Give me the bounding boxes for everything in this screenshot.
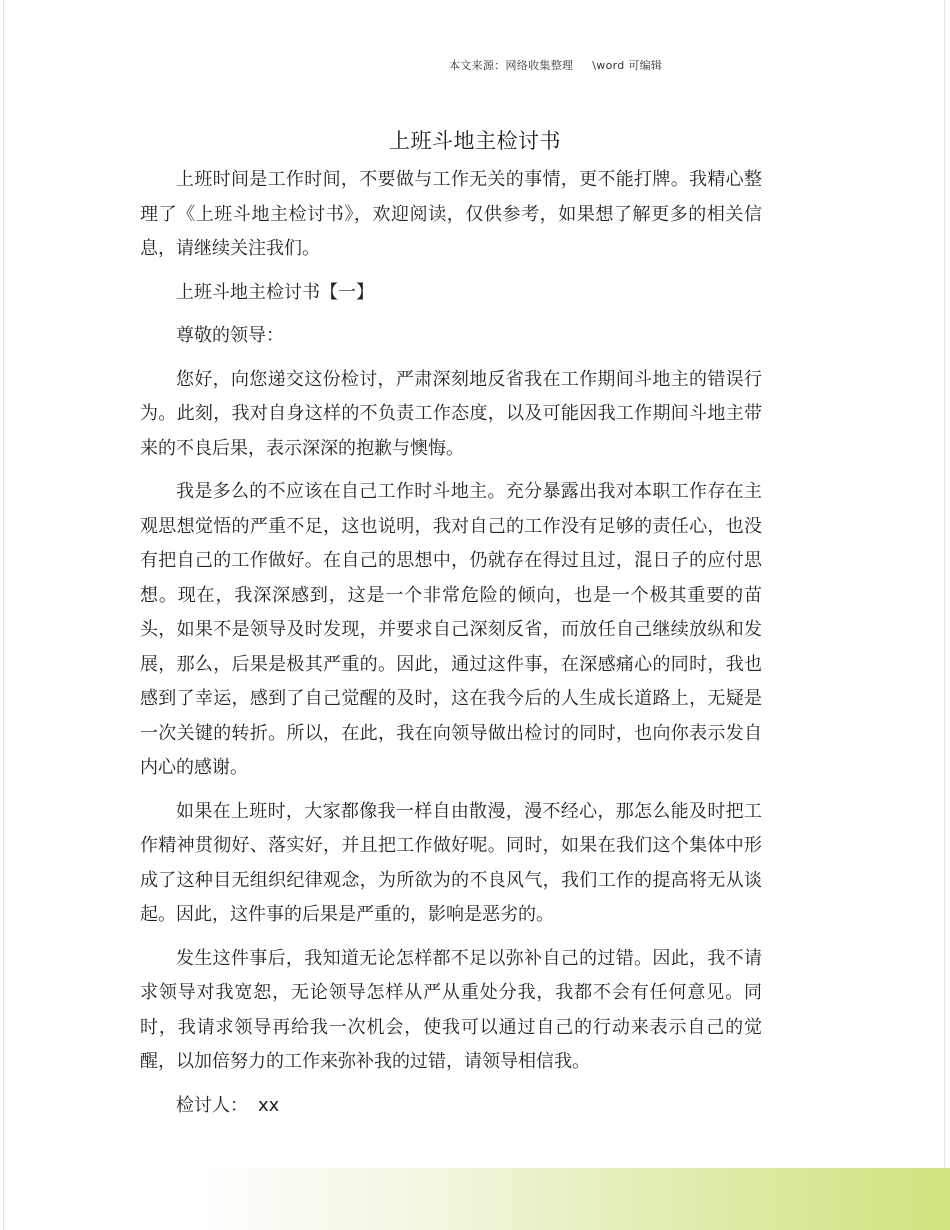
signature-value: xx: [258, 1094, 280, 1116]
section-heading: 上班斗地主检讨书【一】: [176, 281, 374, 303]
header-source-note: 本文来源：网络收集整理 \word 可编辑: [449, 59, 663, 72]
signature-label: 检讨人：: [176, 1094, 248, 1116]
body-paragraph-4: 发生这件事后，我知道无论怎样都不足以弥补自己的过错。因此，我不请求领导对我宽恕，无论领导怎样从严从重处分我，我都不会有任何意见。同时，我请求领导再给我一次机会，使我可以通过自己的行动来表示自己的觉醒，以加倍努力的工作来弥补我的过错，请领导相信我。: [140, 947, 762, 1072]
document-body: [140, 163, 762, 1132]
page-left-border: [3, 0, 4, 1230]
signature-line: [140, 1089, 762, 1124]
bottom-decorative-band: [200, 1168, 950, 1230]
intro-paragraph: 上班时间是工作时间，不要做与工作无关的事情，更不能打牌。我精心整理了《上班斗地主检讨书》，欢迎阅读，仅供参考，如果想了解更多的相关信息，请继续关注我们。: [140, 169, 762, 259]
body-paragraph-2: 我是多么的不应该在自己工作时斗地主。充分暴露出我对本职工作存在主观思想觉悟的严重不足，这也说明，我对自己的工作没有足够的责任心，也没有把自己的工作做好。在自己的思想中，仍就存在得过且过，混日子的应付思想。现在，我深深感到，这是一个非常危险的倾向，也是一个极其重要的苗头，如果不是领导及时发现，并要求自己深刻反省，而放任自己继续放纵和发展，那么，后果是极其严重的。因此，通过这件事，在深感痛心的同时，我也感到了幸运，感到了自己觉醒的及时，这在我今后的人生成长道路上，无疑是一次关键的转折。所以，在此，我在向领导做出检讨的同时，也向你表示发自内心的感谢。: [140, 481, 762, 778]
page-right-border: [944, 0, 945, 1230]
salutation: 尊敬的领导：: [176, 325, 284, 346]
body-paragraph-3: 如果在上班时，大家都像我一样自由散漫，漫不经心，那怎么能及时把工作精神贯彻好、落实好，并且把工作做好呢。同时，如果在我们这个集体中形成了这种目无组织纪律观念，为所欲为的不良风气，我们工作的提高将无从谈起。因此，这件事的后果是严重的，影响是恶劣的。: [140, 800, 762, 925]
document-title: 上班斗地主检讨书: [389, 129, 561, 153]
body-paragraph-1: 您好，向您递交这份检讨，严肃深刻地反省我在工作期间斗地主的错误行为。此刻，我对自身这样的不负责工作态度，以及可能因我工作期间斗地主带来的不良后果，表示深深的抱歉与懊悔。: [140, 368, 762, 459]
